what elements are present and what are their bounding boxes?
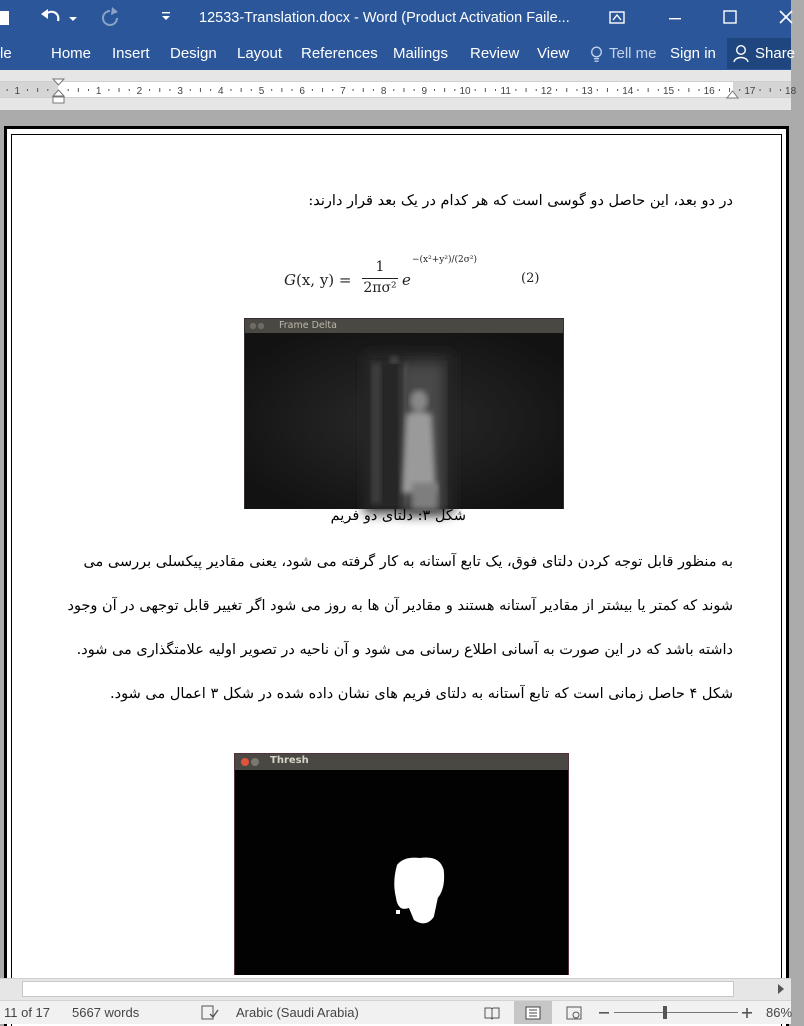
equation-lhs bbox=[284, 271, 352, 289]
frame-delta-image bbox=[245, 333, 563, 509]
figure1-caption: شکل ۳: دلتای دو فریم bbox=[330, 508, 466, 524]
ruler-label: 8 bbox=[380, 86, 387, 97]
read-mode-icon[interactable] bbox=[484, 1006, 500, 1020]
ribbon-display-options-icon[interactable] bbox=[598, 0, 638, 38]
ruler-ticks bbox=[0, 82, 797, 98]
intro-line: در دو بعد، این حاصل دو گوسی است که هر کدام در یک بعد قرار دارند: bbox=[308, 193, 733, 209]
document-page[interactable] bbox=[4, 126, 789, 1026]
close-icon[interactable] bbox=[764, 0, 804, 38]
ruler-label: 5 bbox=[258, 86, 265, 97]
ruler-label: 4 bbox=[218, 86, 224, 97]
ruler-label: 7 bbox=[340, 86, 346, 97]
maximize-icon[interactable] bbox=[710, 0, 750, 38]
figure-thresh bbox=[234, 753, 569, 975]
figure-frame-delta bbox=[244, 318, 564, 509]
tab-file[interactable]: le bbox=[0, 45, 12, 62]
paragraph-line-4: شکل ۴ حاصل زمانی است که تابع آستانه به دلتای فریم های نشان داده شده در شکل ۳ اعمال می شود. bbox=[110, 686, 733, 702]
ruler-label: 1 bbox=[14, 86, 21, 97]
sign-in-link[interactable]: Sign in bbox=[670, 45, 716, 62]
window-title: 12533-Translation.docx - Word (Product Activation Faile... bbox=[199, 10, 570, 26]
zoom-in-icon[interactable] bbox=[741, 1006, 753, 1020]
save-icon[interactable] bbox=[0, 10, 10, 26]
ruler-label: 12 bbox=[540, 86, 552, 97]
fraction-bar bbox=[362, 278, 398, 279]
print-layout-icon bbox=[525, 1006, 541, 1020]
equation-exponent: −(x²+y²)/(2σ²) bbox=[412, 255, 478, 265]
figure-window-title: Frame Delta bbox=[279, 320, 337, 331]
ruler-label: 3 bbox=[177, 86, 183, 97]
ruler-label: 9 bbox=[421, 86, 428, 97]
tell-me-search[interactable]: Tell me bbox=[609, 45, 657, 62]
ruler-label: 6 bbox=[299, 86, 305, 97]
horizontal-scrollbar[interactable] bbox=[0, 978, 791, 1000]
ruler-label: 17 bbox=[744, 86, 756, 97]
equation-base: e bbox=[402, 271, 411, 289]
ruler-label: 10 bbox=[459, 86, 471, 97]
ruler-label: 14 bbox=[622, 86, 634, 97]
document-canvas[interactable] bbox=[0, 110, 791, 978]
ruler-label: 11 bbox=[500, 86, 511, 97]
ruler-label: 18 bbox=[785, 86, 797, 97]
tab-review[interactable]: Review bbox=[470, 45, 520, 62]
customize-qat-icon[interactable] bbox=[160, 10, 172, 24]
paragraph-line-1: به منظور قابل توجه کردن دلتای فوق، یک تابع آستانه به کار گرفته می شود، یعنی مقادیر پیکسلی بررسی می bbox=[83, 554, 733, 570]
zoom-slider-track[interactable] bbox=[614, 1012, 738, 1013]
redo-icon[interactable] bbox=[98, 6, 122, 30]
tab-references[interactable]: References bbox=[301, 45, 378, 62]
tab-insert[interactable]: Insert bbox=[112, 45, 150, 62]
paragraph-line-2: شوند که کمتر یا بیشتر از مقادیر آستانه هستند و مقادیر آن ها به روز می شود اگر تغییر قابل توجهی در آن وجود bbox=[67, 598, 733, 614]
ruler-label: 1 bbox=[95, 86, 102, 97]
window-control-dots-icon bbox=[249, 322, 275, 330]
language-status[interactable]: Arabic (Saudi Arabia) bbox=[236, 1005, 359, 1020]
thresh-image bbox=[235, 770, 568, 975]
equation-number: (2) bbox=[521, 271, 540, 286]
equation-args: (x, y) = bbox=[295, 271, 352, 289]
undo-dropdown-icon[interactable] bbox=[68, 14, 78, 24]
scrollbar-track[interactable] bbox=[22, 981, 734, 997]
tab-layout[interactable]: Layout bbox=[237, 45, 283, 62]
equation-gaussian bbox=[284, 255, 544, 305]
indent-marker-icon[interactable] bbox=[52, 78, 65, 106]
ruler-label: 16 bbox=[703, 86, 715, 97]
share-button[interactable] bbox=[727, 38, 796, 69]
zoom-slider-thumb[interactable] bbox=[663, 1006, 667, 1019]
tab-design[interactable]: Design bbox=[170, 45, 217, 62]
right-indent-marker-icon[interactable] bbox=[726, 90, 739, 100]
status-bar bbox=[0, 1000, 791, 1024]
zoom-out-icon[interactable] bbox=[598, 1006, 610, 1020]
paragraph-line-3: داشته باشد که در این صورت به آسانی اطلاع رسانی می شود و آن ناحیه در تصویر اولیه علامتگذاری می شود. bbox=[76, 642, 733, 658]
window-control-dots-icon bbox=[240, 757, 266, 767]
ruler-label: 13 bbox=[581, 86, 593, 97]
equation-numerator: 1 bbox=[375, 259, 385, 275]
page-count[interactable]: 11 of 17 bbox=[4, 1005, 51, 1020]
horizontal-ruler[interactable] bbox=[0, 81, 797, 98]
minimize-icon[interactable] bbox=[656, 0, 696, 38]
tab-home[interactable]: Home bbox=[51, 45, 92, 62]
ribbon-tabs bbox=[0, 38, 796, 70]
scroll-right-arrow-icon[interactable] bbox=[776, 983, 786, 995]
figure-window-title: Thresh bbox=[270, 755, 309, 766]
proofing-icon[interactable] bbox=[201, 1005, 219, 1020]
ruler-area bbox=[0, 70, 797, 110]
equation-function-name: G bbox=[284, 271, 296, 289]
print-layout-button[interactable] bbox=[514, 1001, 552, 1024]
tab-mailings[interactable]: Mailings bbox=[393, 45, 449, 62]
word-count[interactable]: 5667 words bbox=[72, 1005, 140, 1020]
zoom-level[interactable]: 86% bbox=[766, 1005, 793, 1020]
lightbulb-icon bbox=[590, 46, 603, 63]
ruler-label: 2 bbox=[136, 86, 143, 97]
web-layout-icon[interactable] bbox=[566, 1006, 582, 1020]
equation-fraction bbox=[362, 259, 398, 296]
share-label: Share bbox=[755, 45, 796, 62]
figure-window-titlebar bbox=[235, 754, 568, 770]
tab-view[interactable]: View bbox=[537, 45, 570, 62]
equation-denominator: 2πσ² bbox=[363, 280, 397, 296]
page-border bbox=[11, 134, 782, 1026]
ruler-label: 15 bbox=[662, 86, 675, 97]
figure-window-titlebar bbox=[245, 319, 563, 333]
undo-icon[interactable] bbox=[38, 6, 64, 30]
title-bar bbox=[0, 0, 791, 38]
person-icon bbox=[733, 44, 751, 64]
